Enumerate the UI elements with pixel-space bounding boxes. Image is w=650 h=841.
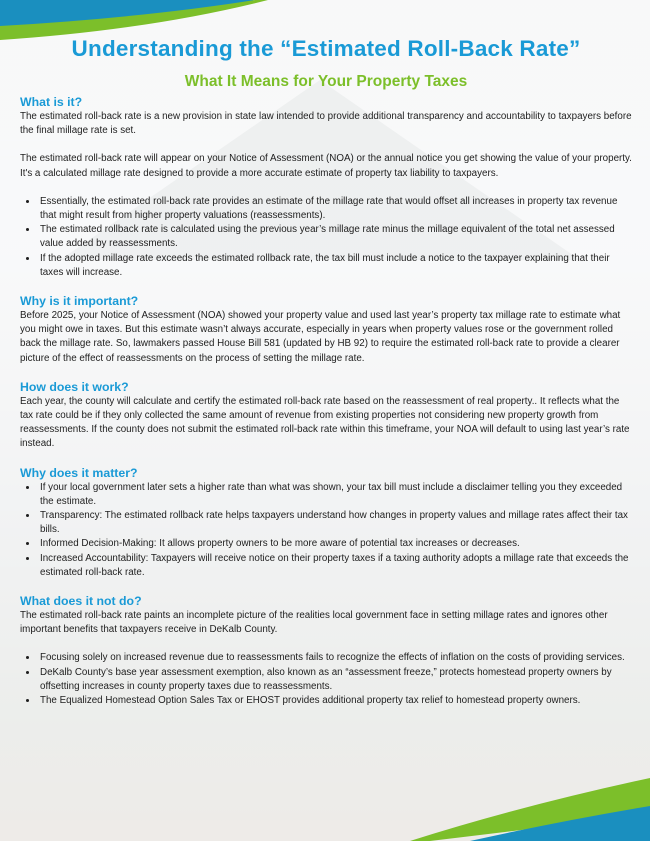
section-paragraph: Before 2025, your Notice of Assessment (NOA) showed your property value and used last year’s property tax millage rate to estimate what you might owe in taxes. But this estimate wasn’t always accurate, especially in years when property values rose or the government rolled back the millage rate. So, lawmakers passed House Bill 581 (updated by HB 92) to require the estimated roll-back rate to provide a clearer picture of the effect of reassessments on the process of setting the millage rate. xyxy=(20,310,621,364)
section-paragraph: Each year, the county will calculate and certify the estimated roll-back rate based on the reassessment of real property.. It reflects what the tax rate could be if they only collected the same amount of revenue from existing properties not considering new property growth from reassessments. If the county does not submit the estimated roll-back rate within this timeframe, your NOA will default to using last year’s rate instead. xyxy=(20,395,630,450)
section-paragraph: The estimated roll-back rate will appear on your Notice of Assessment (NOA) or the annual notice you get showing the value of your property. It's a calculated millage rate designed to provide a more accurate estimate of property tax liability to taxpayers. xyxy=(20,153,632,179)
section-heading: Why does it matter? xyxy=(20,465,138,480)
section-heading: What does it not do? xyxy=(20,594,142,609)
section-heading: What is it? xyxy=(20,95,83,109)
list-item: • DeKalb County’s base year assessment exemption, also known as an “assessment freeze,” protects homestead property owners by offsetting increases in county property taxes due to reassessments. xyxy=(38,666,632,694)
list-item: • Increased Accountability: Taxpayers will receive notice on their property taxes if a taxing authority adopts a millage rate that exceeds the estimated roll-back rate. xyxy=(38,552,632,580)
list-item: • If your local government later sets a higher rate than what was shown, your tax bill must include a disclaimer telling you they exceeded the estimate. xyxy=(38,481,632,509)
list-item: • If the adopted millage rate exceeds the estimated rollback rate, the tax bill must include a notice to the taxpayer explaining that their taxes will increase. xyxy=(38,252,632,280)
bottom-swoosh-decoration xyxy=(410,766,650,841)
section-what-is-it xyxy=(20,95,632,280)
section-what-does-it-not-do xyxy=(20,594,632,708)
document-content xyxy=(20,34,632,708)
section-heading: Why is it important? xyxy=(20,294,139,309)
section-how-does-it-work xyxy=(20,380,632,452)
list-item: • Informed Decision-Making: It allows property owners to be more aware of potential tax increases or decreases. xyxy=(38,537,632,551)
page-title: Understanding the “Estimated Roll-Back Rate” xyxy=(71,36,581,61)
bullet-list xyxy=(20,481,632,580)
list-item: • Essentially, the estimated roll-back rate provides an estimate of the millage rate that would offset all increases in property tax revenue that might result from higher property valuations (reassessments). xyxy=(38,195,632,223)
section-paragraph: The estimated roll-back rate paints an incomplete picture of the realities local government face in setting millage rates and ignores other important benefits that taxpayers receive in DeKalb County. xyxy=(20,610,608,636)
bullet-list xyxy=(20,651,632,708)
section-why-is-it-important xyxy=(20,294,632,366)
list-item: • The Equalized Homestead Option Sales Tax or EHOST provides additional property tax relief to homestead property owners. xyxy=(38,694,632,708)
list-item: • Transparency: The estimated rollback rate helps taxpayers understand how changes in property values and millage rates affect their tax bills. xyxy=(38,509,632,537)
section-heading: How does it work? xyxy=(20,379,129,394)
page-subtitle: What It Means for Your Property Taxes xyxy=(184,73,468,90)
section-why-does-it-matter xyxy=(20,466,632,580)
section-paragraph: The estimated roll-back rate is a new provision in state law intended to provide additional transparency and accountability to taxpayers before the final millage rate is set. xyxy=(20,111,632,137)
list-item: • The estimated rollback rate is calculated using the previous year’s millage rate minus the millage equivalent of the total net assessed value added by reassessments. xyxy=(38,223,632,251)
list-item: • Focusing solely on increased revenue due to reassessments fails to recognize the effects of inflation on the costs of providing services. xyxy=(38,651,632,665)
bullet-list xyxy=(20,195,632,280)
